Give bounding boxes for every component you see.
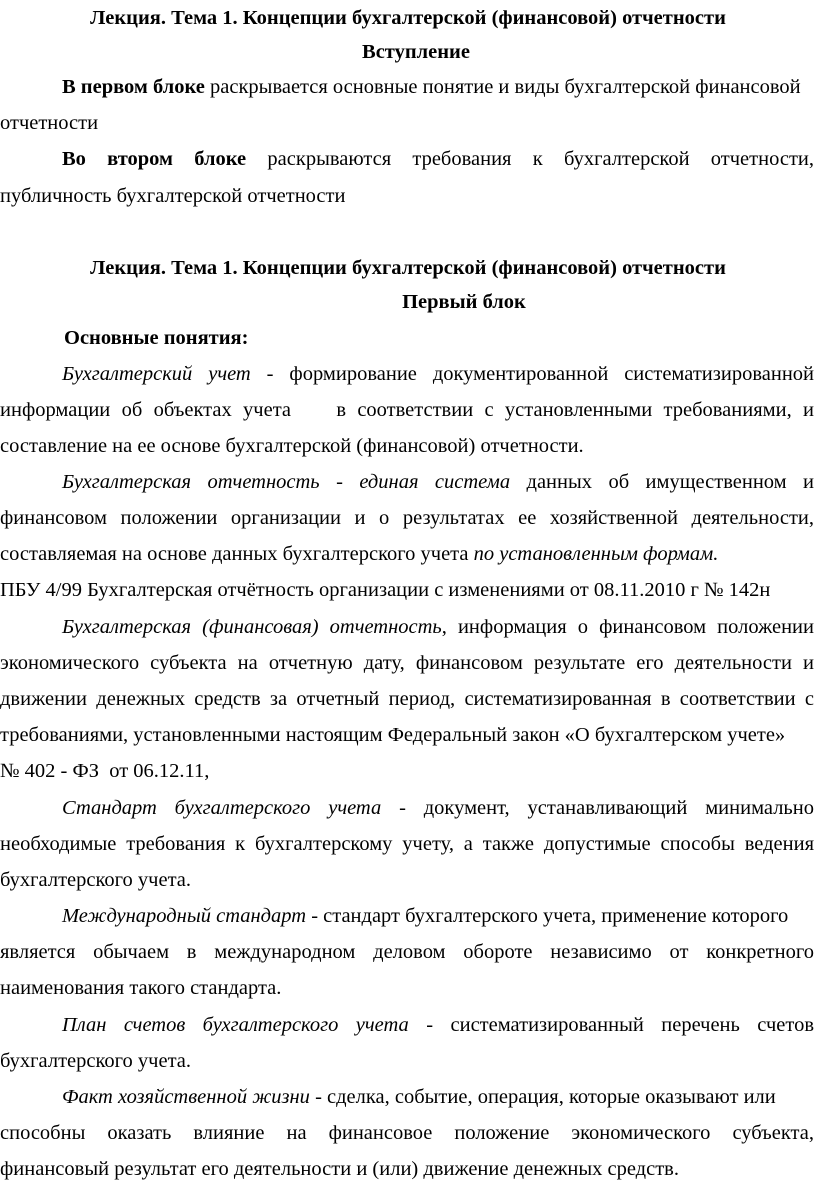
- text: требованиями, установленными настоящим Федеральный закон «О бухгалтерском учете»: [0, 724, 786, 746]
- text: - сделка, событие, операция, которые оказывают или: [309, 1086, 776, 1108]
- lecture-heading-1: [0, 6, 816, 30]
- definition-accounting-line-2: [0, 398, 814, 422]
- text: движении денежных средств за отчетный период, систематизированная в соответствии с: [0, 688, 814, 710]
- text: - документ, устанавливающий минимально: [399, 797, 814, 819]
- subheading-text: Первый блок: [402, 291, 526, 313]
- term: Бухгалтерская отчетность: [62, 471, 320, 493]
- text: наименования такого стандарта.: [0, 977, 282, 999]
- text: публичность бухгалтерской отчетности: [0, 185, 346, 207]
- text: составление на ее основе бухгалтерской (финансовой) отчетности.: [0, 435, 584, 457]
- definition-financial-reporting-line-5: [0, 759, 816, 783]
- definition-international-standard-line-2: [0, 940, 814, 964]
- term: Стандарт бухгалтерского учета: [62, 797, 382, 819]
- text: раскрываются требования к бухгалтерской отчетности,: [267, 148, 814, 170]
- bold-lead: В первом блоке: [62, 76, 205, 98]
- lecture-heading-2: [0, 256, 816, 280]
- intro-subheading: [8, 40, 816, 64]
- definition-reporting-line-2: [0, 506, 814, 530]
- definition-international-standard-line-1: [62, 904, 816, 928]
- definition-standard-line-2: [0, 832, 814, 856]
- definition-reporting-line-3: [0, 542, 816, 566]
- first-block-subheading: [56, 290, 816, 314]
- text: финансовый результат его деятельности и (или) движение денежных средств.: [0, 1158, 679, 1180]
- text: - систематизированный перечень счетов: [426, 1014, 815, 1036]
- definition-financial-reporting-line-4: [0, 723, 816, 747]
- heading-text: Лекция. Тема 1. Концепции бухгалтерской (финансовой) отчетности: [90, 7, 726, 29]
- intro-paragraph-2-line-1: [62, 147, 814, 171]
- intro-paragraph-1-line-1: [62, 75, 816, 99]
- term: Бухгалтерский учет: [62, 363, 251, 385]
- subheading-text: Вступление: [362, 41, 470, 63]
- text: составляемая на основе данных бухгалтерского учета: [0, 543, 474, 565]
- term: Бухгалтерская (финансовая) отчетность: [62, 616, 442, 638]
- definition-financial-reporting-line-1: [62, 615, 814, 639]
- definition-business-fact-line-3: [0, 1157, 816, 1181]
- term: План счетов бухгалтерского учета: [62, 1014, 409, 1036]
- term: Международный стандарт: [62, 905, 307, 927]
- text: экономического субъекта на отчетную дату, финансовом результате его деятельности и: [0, 652, 814, 674]
- label-text: Основные понятия:: [64, 327, 249, 349]
- intro-paragraph-1-line-2: [0, 111, 816, 135]
- definition-chart-of-accounts-line-2: [0, 1049, 816, 1073]
- definition-chart-of-accounts-line-1: [62, 1013, 814, 1037]
- text: необходимые требования к бухгалтерскому учету, а также допустимые способы ведения: [0, 833, 814, 855]
- text: отчетности: [0, 112, 99, 134]
- definition-business-fact-line-1: [62, 1085, 816, 1109]
- text: является обычаем в международном деловом обороте независимо от конкретного: [0, 941, 814, 963]
- text: бухгалтерского учета.: [0, 1050, 192, 1072]
- term: единая система: [359, 471, 511, 493]
- text: ПБУ 4/99 Бухгалтерская отчётность организации с изменениями от 08.11.2010 г № 142н: [0, 579, 771, 601]
- heading-text: Лекция. Тема 1. Концепции бухгалтерской (финансовой) отчетности: [90, 257, 726, 279]
- term: Факт хозяйственной жизни: [62, 1086, 310, 1108]
- definition-business-fact-line-2: [0, 1121, 814, 1145]
- text: № 402 - ФЗ от 06.12.11,: [0, 760, 210, 782]
- text: способны оказать влияние на финансовое положение экономического субъекта,: [0, 1122, 814, 1144]
- definition-international-standard-line-3: [0, 976, 816, 1000]
- definition-reporting-line-1: [62, 470, 814, 494]
- definition-standard-line-1: [62, 796, 814, 820]
- text: - формирование документированной систематизированной: [266, 363, 815, 385]
- pbu-reference-line: [0, 578, 816, 602]
- definition-financial-reporting-line-3: [0, 687, 814, 711]
- definition-standard-line-3: [0, 868, 816, 892]
- bold-lead: Во втором блоке: [62, 148, 247, 170]
- definition-accounting-line-1: [62, 362, 814, 386]
- text: бухгалтерского учета.: [0, 869, 192, 891]
- text: данных об имущественном и: [526, 471, 815, 493]
- text: , информация о финансовом положении: [441, 616, 814, 638]
- text: информации об объектах учета в соответствии с установленными требованиями, и: [0, 399, 814, 421]
- definition-accounting-line-3: [0, 434, 816, 458]
- intro-paragraph-2-line-2: [0, 184, 816, 208]
- concepts-label: [64, 326, 816, 350]
- dash: -: [336, 471, 343, 493]
- italic-text: по установленным формам.: [473, 543, 719, 565]
- text: финансовом положении организации и о результатах ее хозяйственной деятельности,: [0, 507, 814, 529]
- text: раскрывается основные понятие и виды бухгалтерской финансовой: [204, 76, 801, 98]
- definition-financial-reporting-line-2: [0, 651, 814, 675]
- text: - стандарт бухгалтерского учета, применение которого: [306, 905, 789, 927]
